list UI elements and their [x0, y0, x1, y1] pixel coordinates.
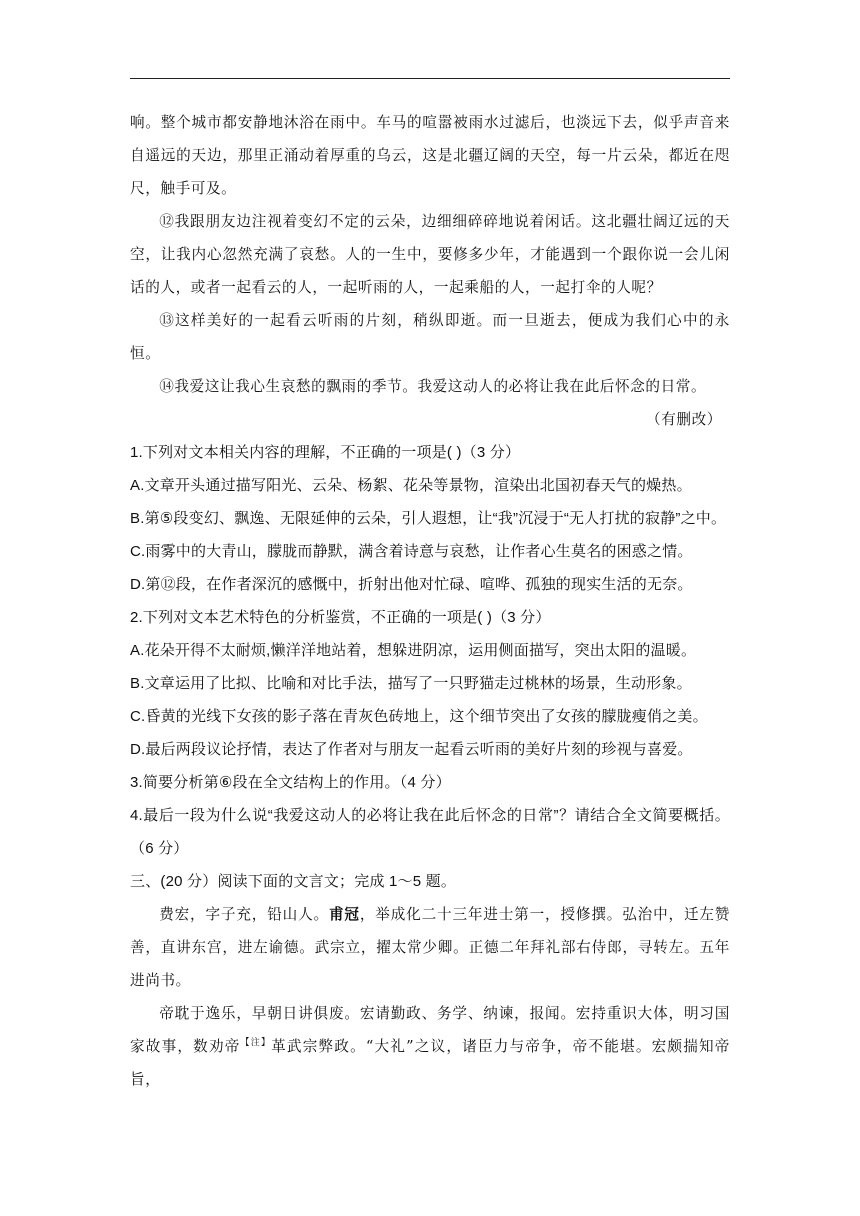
classical-text-p1-rest: ，举成化二十三年进士第一，授修撰。弘治中，迁左赞善，直讲东宫，进左谕德。武宗立，擢太常少卿。正德二年拜礼部右侍郎，寻转左。五年进尚书。 [130, 906, 731, 989]
source-note: （有删改） [646, 411, 722, 428]
question-2-option-b: B.文章运用了比拟、比喻和对比手法，描写了一只野猫走过桃林的场景，生动形象。 [130, 675, 692, 692]
section-3-heading: 三、(20 分）阅读下面的文言文；完成 1～5 题。 [130, 873, 457, 890]
classical-text-paragraph-1 [130, 898, 730, 997]
question-1-option-d: D.第⑫段，在作者深沉的感慨中，折射出他对忙碌、喧哗、孤独的现实生活的无奈。 [130, 576, 693, 593]
question-2-option-d: D.最后两段议论抒情，表达了作者对与朋友一起看云听雨的美好片刻的珍视与喜爱。 [130, 741, 693, 758]
passage-paragraph-14: ⑭我爱这让我心生哀愁的飘雨的季节。我爱这动人的必将让我在此后怀念的日常。 [159, 378, 707, 395]
question-2-option-c: C.昏黄的光线下女孩的影子落在青灰色砖地上，这个细节突出了女孩的朦胧瘦俏之美。 [130, 708, 708, 725]
classical-text-p2-start: 帝耽于逸乐，早朝日讲俱废。宏请勤政、务学、纳谏，报闻。宏持重识大体，明习国家故事，数劝帝 [130, 1005, 730, 1055]
question-1-option-a: A.文章开头通过描写阳光、云朵、杨絮、花朵等景物，渲染出北国初春天气的燥热。 [130, 477, 692, 494]
classical-text-paragraph-2 [130, 997, 730, 1096]
question-1-option-c: C.雨雾中的大青山，朦胧而静默，满含着诗意与哀愁，让作者心生莫名的困惑之情。 [130, 543, 693, 560]
header-rule [130, 78, 730, 79]
question-1-option-b: B.第⑤段变幻、飘逸、无限延伸的云朵，引人遐想，让“我”沉浸于“无人打扰的寂静”之中。 [130, 510, 727, 527]
classical-text-p2-rest: 革武宗弊政。“大礼”之议，诸臣力与帝争，帝不能堪。宏颇揣知帝旨， [130, 1038, 730, 1088]
question-3: 3.简要分析第⑥段在全文结构上的作用。（4 分） [130, 774, 451, 791]
question-2-stem: 2.下列对文本艺术特色的分析鉴赏，不正确的一项是( )（3 分） [130, 609, 551, 626]
classical-text-p1-emphasis: 甫冠 [328, 906, 360, 923]
question-2-option-a: A.花朵开得不太耐烦,懒洋洋地站着，想躲进阴凉，运用侧面描写，突出太阳的温暖。 [130, 642, 697, 659]
document-content [130, 106, 730, 1096]
classical-text-p1-start: 费宏，字子充，铅山人。 [159, 906, 329, 923]
passage-paragraph-continuation: 响。整个城市都安静地沐浴在雨中。车马的喧嚣被雨水过滤后，也淡远下去，似乎声音来自遥远的天边，那里正涌动着厚重的乌云，这是北疆辽阔的天空，每一片云朵，都近在咫尺，触手可及。 [130, 114, 730, 197]
passage-paragraph-13: ⑬这样美好的一起看云听雨的片刻，稍纵即逝。而一旦逝去，便成为我们心中的永恒。 [130, 312, 730, 362]
question-4: 4.最后一段为什么说“我爱这动人的必将让我在此后怀念的日常”？请结合全文简要概括。（6 分） [130, 807, 730, 857]
footnote-marker: 【注】 [240, 1038, 272, 1049]
passage-paragraph-12: ⑫我跟朋友边注视着变幻不定的云朵，边细细碎碎地说着闲话。这北疆壮阔辽远的天空，让我内心忽然充满了哀愁。人的一生中，要修多少年，才能遇到一个跟你说一会儿闲话的人，或者一起看云的人，一起听雨的人，一起乘船的人，一起打伞的人呢？ [130, 213, 730, 296]
question-1-stem: 1.下列对文本相关内容的理解，不正确的一项是( )（3 分） [130, 444, 521, 461]
